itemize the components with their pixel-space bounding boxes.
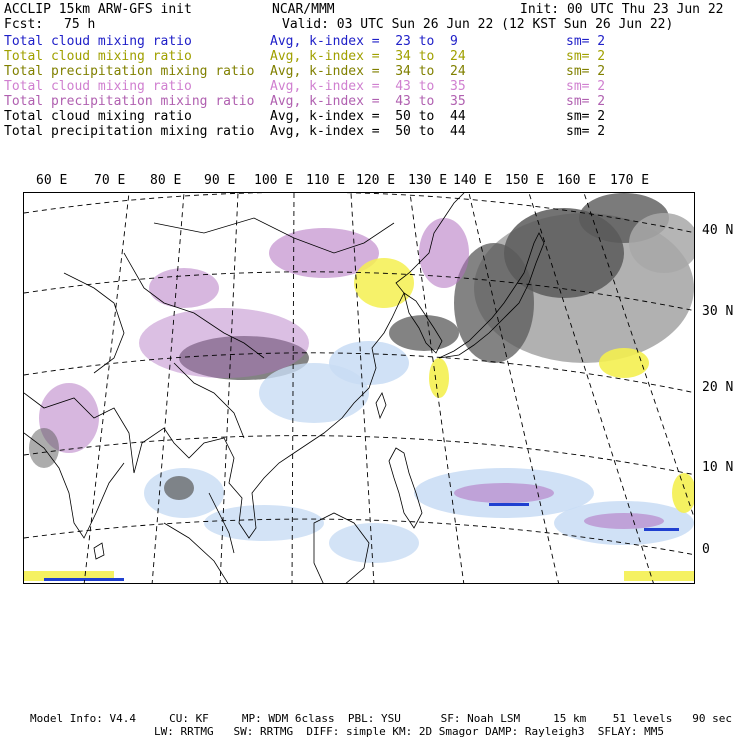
lon-label: 160 E (557, 173, 597, 188)
legend-row-4-avg: Avg, k-index = 43 to 35 (270, 79, 466, 94)
lon-label: 150 E (505, 173, 545, 188)
field-blob (329, 523, 419, 563)
lat-label: 0 (702, 542, 710, 557)
lon-label: 130 E (408, 173, 448, 188)
model-info-line2: LW: RRTMG SW: RRTMG DIFF: simple KM: 2D Smagor DAMP: Rayleigh3 SFLAY: MM5 (154, 725, 664, 738)
lon-label: 90 E (204, 173, 236, 188)
legend-row-4-field: Total cloud mixing ratio (4, 79, 192, 94)
sri-lanka (94, 543, 104, 559)
legend-row-5-field: Total precipitation mixing ratio (4, 94, 255, 109)
field-blob (672, 473, 695, 513)
field-blob (599, 348, 649, 378)
legend-row-6-avg: Avg, k-index = 50 to 44 (270, 109, 466, 124)
legend-row-7-avg: Avg, k-index = 50 to 44 (270, 124, 466, 139)
legend-row-3-sm: sm= 2 (566, 64, 606, 79)
legend-row-2-sm: sm= 2 (566, 49, 606, 64)
taiwan-coast (376, 393, 386, 418)
forecast-hour: 75 h (64, 17, 96, 32)
border-inner-3 (64, 273, 124, 373)
legend-row-7-sm: sm= 2 (566, 124, 606, 139)
model-info-line1: Model Info: V4.4 CU: KF MP: WDM 6class PBL: YSU SF: Noah LSM 15 km 51 levels 90 sec (30, 712, 732, 725)
lat-label: 30 N (702, 304, 734, 319)
field-blob (164, 476, 194, 500)
init-time: Init: 00 UTC Thu 23 Jun 22 (520, 2, 724, 17)
field-blob (389, 315, 459, 351)
field-blob (149, 268, 219, 308)
legend-row-3-field: Total precipitation mixing ratio (4, 64, 255, 79)
valid-time: Valid: 03 UTC Sun 26 Jun 22 (12 KST Sun 26 Jun 22) (282, 17, 674, 32)
legend-row-2-avg: Avg, k-index = 34 to 24 (270, 49, 466, 64)
legend-row-5-sm: sm= 2 (566, 94, 606, 109)
legend-row-7-field: Total precipitation mixing ratio (4, 124, 255, 139)
field-blob (419, 218, 469, 288)
legend-row-5-avg: Avg, k-index = 43 to 35 (270, 94, 466, 109)
lat-label: 10 N (702, 460, 734, 475)
field-blob (489, 503, 529, 506)
lon-label: 70 E (94, 173, 126, 188)
legend-row-1-field: Total cloud mixing ratio (4, 34, 192, 49)
legend-row-2-field: Total cloud mixing ratio (4, 49, 192, 64)
lon-label: 110 E (306, 173, 346, 188)
field-blob (139, 308, 309, 378)
lon-line-80e (84, 193, 129, 584)
lon-label: 80 E (150, 173, 182, 188)
field-blob (624, 571, 695, 581)
field-blob (584, 513, 664, 529)
field-blob (354, 258, 414, 308)
legend-row-1-sm: sm= 2 (566, 34, 606, 49)
field-blob (644, 528, 679, 531)
lat-line-10n (24, 436, 695, 475)
org-label: NCAR/MMM (272, 2, 335, 17)
legend-row-3-avg: Avg, k-index = 34 to 24 (270, 64, 466, 79)
forecast-map (23, 192, 695, 584)
lon-label: 170 E (610, 173, 650, 188)
field-blob (429, 358, 449, 398)
model-title: ACCLIP 15km ARW-GFS init (4, 2, 192, 17)
field-blob (259, 363, 369, 423)
legend-row-6-sm: sm= 2 (566, 109, 606, 124)
field-blob (454, 483, 554, 503)
map-canvas (24, 193, 695, 584)
legend-row-6-field: Total cloud mixing ratio (4, 109, 192, 124)
legend-row-4-sm: sm= 2 (566, 79, 606, 94)
lon-label: 60 E (36, 173, 68, 188)
lat-label: 40 N (702, 223, 734, 238)
lon-label: 100 E (254, 173, 294, 188)
legend-row-1-avg: Avg, k-index = 23 to 9 (270, 34, 458, 49)
lon-label: 120 E (356, 173, 396, 188)
forecast-label: Fcst: (4, 17, 44, 32)
lat-label: 20 N (702, 380, 734, 395)
field-blob (44, 578, 124, 581)
lon-label: 140 E (453, 173, 493, 188)
